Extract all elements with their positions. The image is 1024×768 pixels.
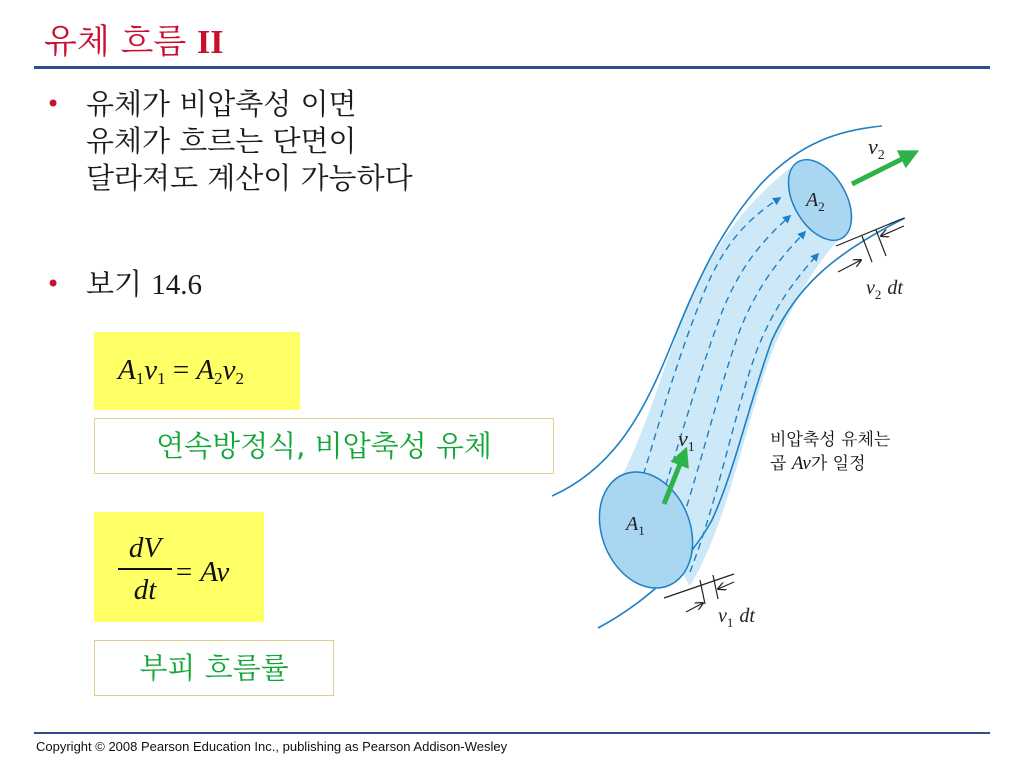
flow-rate-rhs: = Av <box>174 556 230 588</box>
dimension-arrow <box>718 582 734 589</box>
example-number: 14.6 <box>151 269 202 301</box>
note-line-2: 곱 Av가 일정 <box>770 453 866 474</box>
dimension-arrow <box>881 226 904 236</box>
bullet-line: 달라져도 계산이 가능하다 <box>86 161 413 195</box>
label-v2-dt: $v_2$ dt <box>866 277 903 302</box>
fraction-denominator: dt <box>133 573 157 606</box>
title-korean: 유체 흐름 <box>44 22 187 62</box>
label-a2: $A_2$ <box>806 189 825 214</box>
figure-note <box>770 428 890 476</box>
copyright-footer: Copyright © 2008 Pearson Education Inc., publishing as Pearson Addison-Wesley <box>36 739 508 754</box>
continuity-equation: $A_1v_1 = A_2v_2$ <box>118 354 245 388</box>
label-v1: $v_1$ <box>678 426 695 455</box>
fraction-numerator: dV <box>128 532 162 564</box>
bullet-line: 유체가 흐르는 단면이 <box>86 124 357 158</box>
continuity-label: 연속방정식, 비압축성 유체 <box>156 429 492 463</box>
label-v2: $v_2$ <box>868 134 885 163</box>
flow-rate-label: 부피 흐름률 <box>139 651 289 685</box>
title-roman: II <box>197 24 224 61</box>
example-prefix: 보기 <box>86 267 143 301</box>
bullet-dot-icon: • <box>46 90 61 118</box>
label-v1-dt: $v_1$ dt <box>718 605 755 630</box>
dimension-arrow <box>838 260 861 272</box>
note-line-1: 비압축성 유체는 <box>770 430 891 450</box>
bullet-line: 유체가 비압축성 이면 <box>86 87 357 121</box>
dimension-arrow <box>686 603 703 612</box>
label-a1: $A_1$ <box>626 513 645 538</box>
footer-divider <box>34 732 990 734</box>
bullet-dot-icon: • <box>46 270 61 298</box>
